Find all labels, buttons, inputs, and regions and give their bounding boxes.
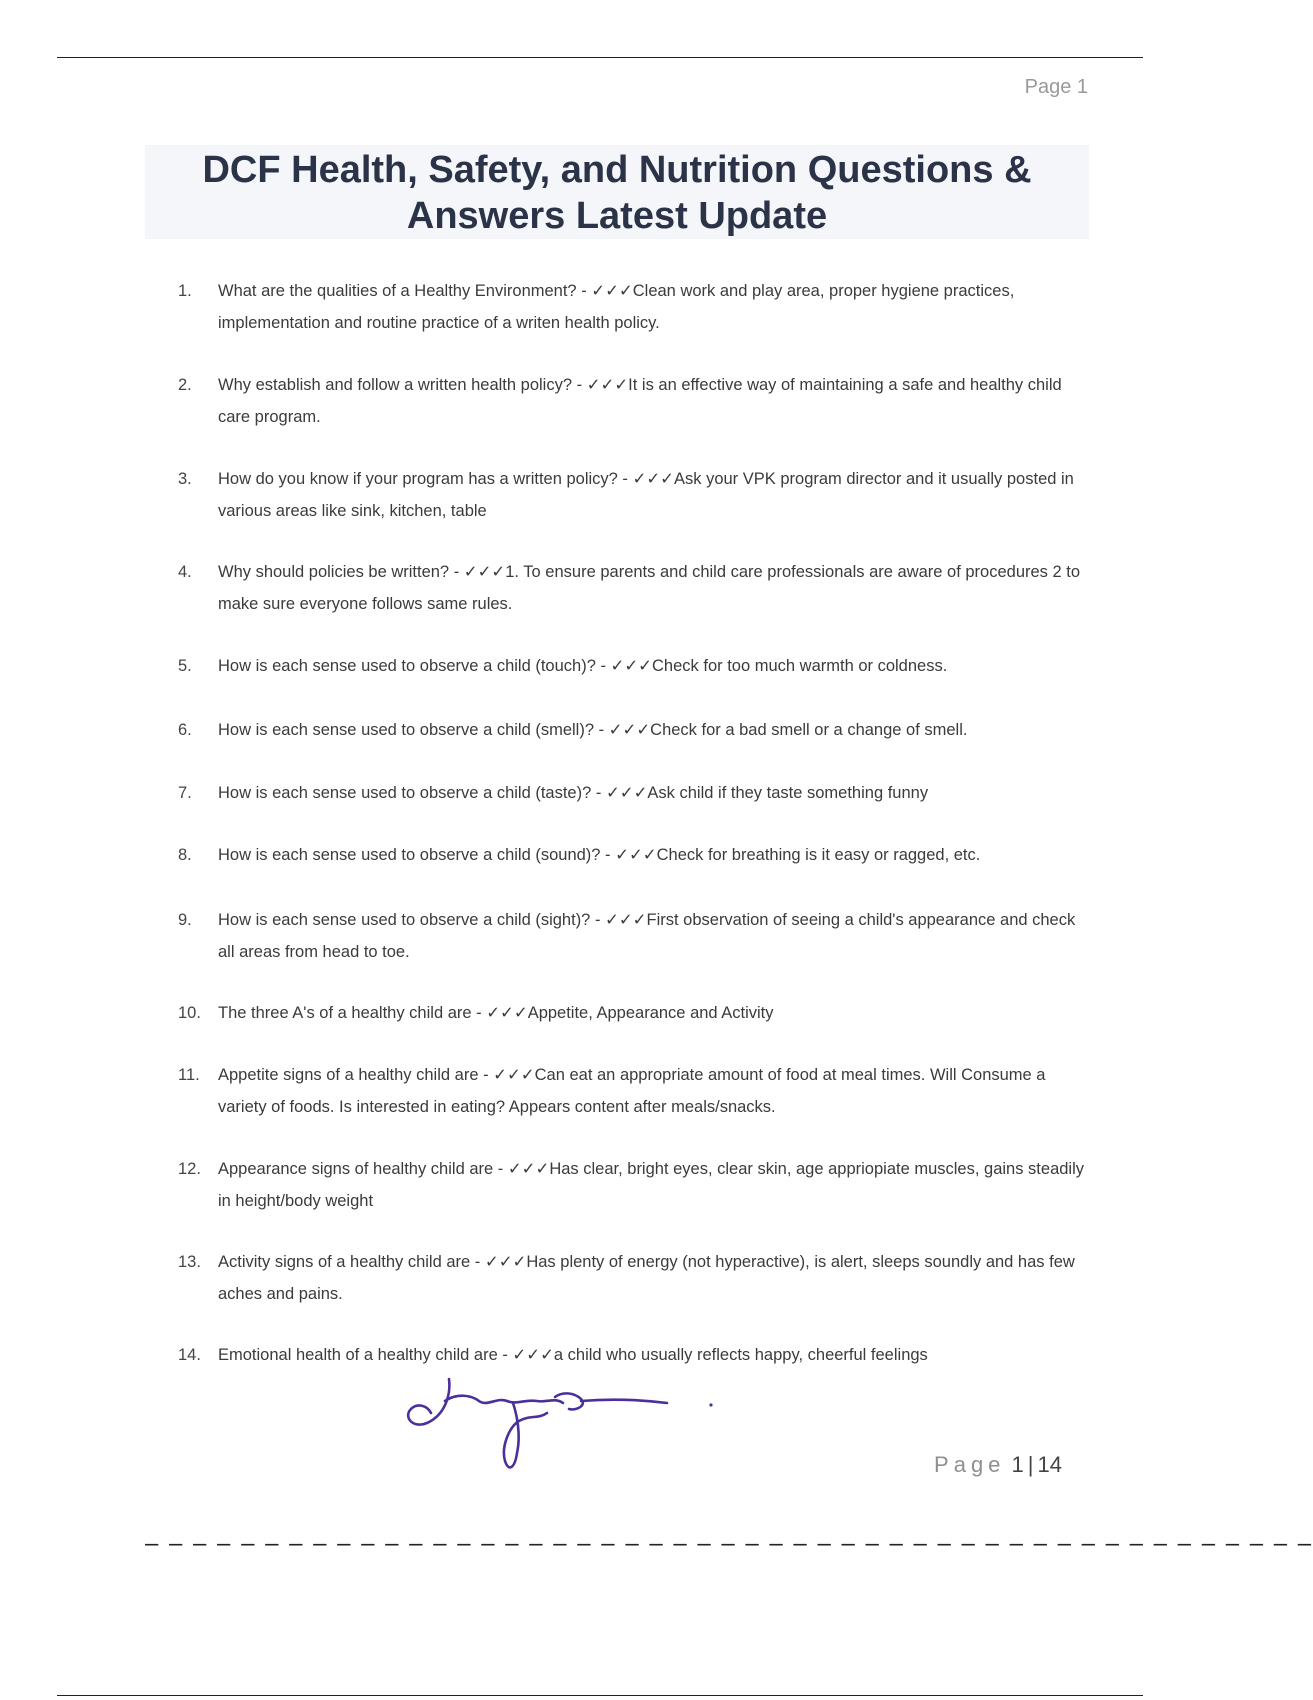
- qa-text: How do you know if your program has a written policy? - ✓✓✓Ask your VPK program director and it usually posted in various areas like sink, kitchen, table: [218, 470, 1074, 520]
- qa-text: Appearance signs of healthy child are - ✓✓✓Has clear, bright eyes, clear skin, age appriopiate muscles, gains steadily in height/body weight: [218, 1160, 1085, 1210]
- qa-number: 1.: [178, 282, 192, 300]
- qa-text: Why should policies be written? - ✓✓✓1. To ensure parents and child care professionals are aware of procedures 2 to make sure everyone follows same rules.: [218, 563, 1081, 613]
- qa-item-9: [178, 904, 1088, 968]
- footer-page-number: [934, 1452, 1062, 1478]
- qa-text: Appetite signs of a healthy child are - ✓✓✓Can eat an appropriate amount of food at meal times. Will Consume a variety of foods. Is interested in eating? Appears content after meals/snacks.: [218, 1066, 1046, 1116]
- bottom-rule: [57, 1695, 1143, 1696]
- footer-dashed-line: – – – – – – – – – – – – – – – – – – – – – – – – – – – – – – – – – – – – – – – – – – – – – – – – –: [145, 1530, 1313, 1557]
- qa-text: Activity signs of a healthy child are - ✓✓✓Has plenty of energy (not hyperactive), is alert, sleeps soundly and has few aches and pains.: [218, 1253, 1075, 1303]
- qa-item-2: [178, 369, 1088, 433]
- qa-number: 6.: [178, 721, 192, 739]
- qa-number: 8.: [178, 846, 192, 864]
- qa-number: 11.: [178, 1066, 200, 1084]
- footer-page-current: 1: [1011, 1452, 1024, 1477]
- qa-item-7: [178, 777, 1088, 809]
- qa-number: 14.: [178, 1346, 201, 1364]
- qa-item-11: [178, 1059, 1088, 1123]
- qa-number: 13.: [178, 1253, 201, 1271]
- qa-text: Why establish and follow a written health policy? - ✓✓✓It is an effective way of maintaining a safe and healthy child care program.: [218, 376, 1062, 426]
- qa-item-13: [178, 1246, 1088, 1310]
- qa-item-3: [178, 463, 1088, 527]
- title-banner: [145, 145, 1089, 239]
- qa-number: 10.: [178, 1004, 201, 1022]
- qa-number: 9.: [178, 911, 192, 929]
- qa-text: How is each sense used to observe a child (taste)? - ✓✓✓Ask child if they taste something funny: [218, 784, 929, 802]
- qa-text: How is each sense used to observe a child (touch)? - ✓✓✓Check for too much warmth or coldness.: [218, 657, 948, 675]
- footer-page-total: 14: [1037, 1452, 1062, 1477]
- qa-text: The three A's of a healthy child are - ✓✓✓Appetite, Appearance and Activity: [218, 1004, 774, 1022]
- qa-item-14: [178, 1339, 1088, 1371]
- qa-item-1: [178, 275, 1088, 339]
- footer-page-separator: |: [1027, 1452, 1034, 1477]
- qa-item-5: [178, 650, 1088, 682]
- qa-number: 4.: [178, 563, 192, 581]
- qa-text: What are the qualities of a Healthy Environment? - ✓✓✓Clean work and play area, proper hygiene practices, implementation and routine practice of a writen health policy.: [218, 282, 1015, 332]
- qa-number: 2.: [178, 376, 192, 394]
- header-page-label: Page 1: [1024, 76, 1088, 98]
- qa-number: 12.: [178, 1160, 201, 1178]
- qa-text: How is each sense used to observe a child (sound)? - ✓✓✓Check for breathing is it easy or ragged, etc.: [218, 846, 981, 864]
- qa-text: How is each sense used to observe a child (sight)? - ✓✓✓First observation of seeing a child's appearance and check all areas from head to toe.: [218, 911, 1076, 961]
- handwritten-signature: [405, 1375, 725, 1475]
- qa-text: Emotional health of a healthy child are - ✓✓✓a child who usually reflects happy, cheerful feelings: [218, 1346, 928, 1364]
- qa-text: How is each sense used to observe a child (smell)? - ✓✓✓Check for a bad smell or a change of smell.: [218, 721, 968, 739]
- qa-number: 3.: [178, 470, 192, 488]
- title-line-2: Answers Latest Update: [406, 195, 828, 237]
- qa-number: 7.: [178, 784, 192, 802]
- qa-item-8: [178, 839, 1088, 871]
- footer-page-word: Page: [934, 1452, 1006, 1477]
- qa-number: 5.: [178, 657, 192, 675]
- title-line-1: DCF Health, Safety, and Nutrition Questions &: [202, 149, 1032, 191]
- qa-item-10: [178, 997, 1088, 1029]
- document-title: [145, 145, 1089, 239]
- top-rule: [57, 57, 1143, 58]
- qa-item-12: [178, 1153, 1088, 1217]
- qa-item-6: [178, 714, 1088, 746]
- qa-item-4: [178, 556, 1088, 620]
